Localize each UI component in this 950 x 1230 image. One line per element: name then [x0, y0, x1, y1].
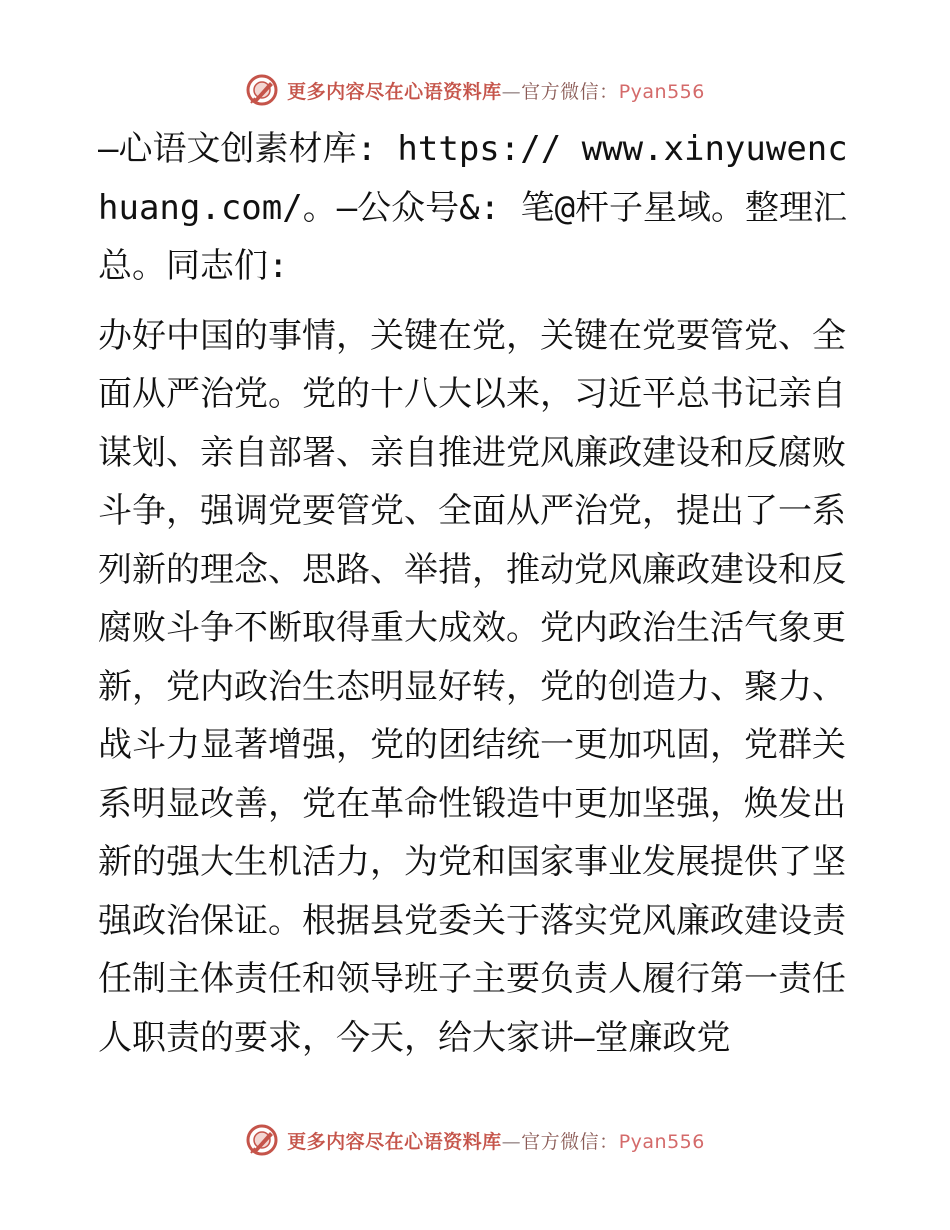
header-banner	[0, 70, 950, 110]
banner-separator: —	[501, 1130, 522, 1153]
body-paragraph: 办好中国的事情，关键在党，关键在党要管党、全面从严治党。党的十八大以来，习近平总书记亲自谋划、亲自部署、亲自推进党风廉政建设和反腐败斗争，强调党要管党、全面从严治党，提出了一系列新的理念、思路、举措，推动党风廉政建设和反腐败斗争不断取得重大成效。党内政治生活气象更新，党内政治生态明显好转，党的创造力、聚力、战斗力显著增强，党的团结统一更加巩固，党群关系明显改善，党在革命性锻造中更加坚强，焕发出新的强大生机活力，为党和国家事业发展提供了坚强政治保证。根据县党委关于落实党风廉政建设责任制主体责任和领导班子主要负责人履行第一责任人职责的要求，今天，给大家讲—堂廉政党	[98, 315, 846, 1058]
banner-main-text: 更多内容尽在心语资料库	[287, 1130, 502, 1153]
footer-banner	[0, 1120, 950, 1160]
banner-separator: —	[501, 80, 522, 103]
banner-wechat-id: Pyan556	[618, 1130, 705, 1153]
quill-seal-icon	[245, 1123, 279, 1157]
banner-wechat-label: 官方微信：	[521, 80, 619, 103]
intro-paragraph: —心语文创素材库: https:// www.xinyuwenchuang.com/。—公众号&: 笔@杆子星域。整理汇总。同志们:	[98, 129, 848, 286]
banner-wechat-label: 官方微信：	[521, 1130, 619, 1153]
banner-text	[287, 1127, 705, 1154]
banner-main-text: 更多内容尽在心语资料库	[287, 80, 502, 103]
banner-text	[287, 77, 705, 104]
quill-seal-icon	[245, 73, 279, 107]
document-body	[98, 120, 858, 1067]
banner-wechat-id: Pyan556	[618, 80, 705, 103]
